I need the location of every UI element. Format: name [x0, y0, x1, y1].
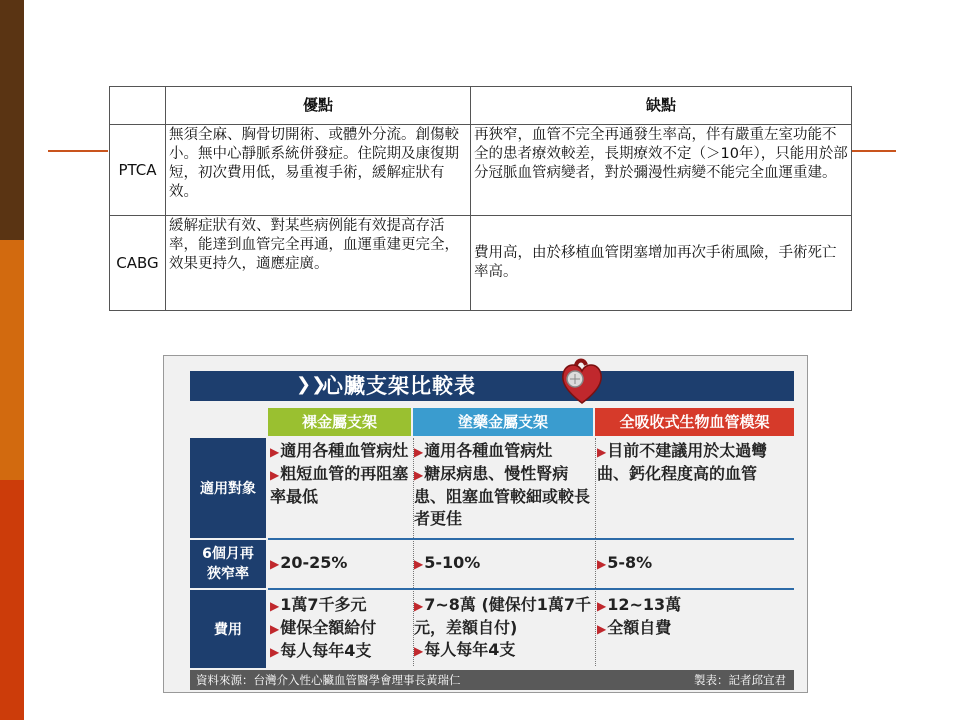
- cell-indication-bioresorbable: [597, 440, 797, 485]
- bullet-icon: ▶: [270, 622, 280, 636]
- bullet-icon: ▶: [597, 622, 607, 636]
- list-item: ▶7~8萬 (健保付1萬7千元，差額自付): [414, 595, 592, 637]
- figure-title: 心臟支架比較表: [322, 374, 476, 398]
- ptca-pros: 無須全麻、胸骨切開術、或體外分流。創傷較小。無中心靜脈系統併發症。住院期及康復期短，初次費用低，易重複手術，緩解症狀有效。: [166, 125, 471, 216]
- cell-cost-drug-eluting: [414, 594, 594, 662]
- source-footer: [190, 670, 794, 690]
- bullet-icon: ▶: [414, 644, 424, 658]
- ptca-cons: 再狹窄，血管不完全再通發生率高，伴有嚴重左室功能不全的患者療效較差，長期療效不定（＞10年），只能用於部分冠脈血管病變者，對於彌漫性病變不能完全血運重建。: [471, 125, 852, 216]
- table-header-row: [110, 87, 852, 125]
- bullet-icon: ▶: [414, 599, 424, 613]
- bullet-icon: ▶: [414, 468, 424, 482]
- bullet-icon: ▶: [597, 557, 607, 571]
- ptca-cabg-comparison-table: [109, 86, 852, 311]
- accent-bar-bottom: [0, 480, 24, 720]
- column-header-bioresorbable: 全吸收式生物血管模架: [595, 408, 794, 436]
- bullet-icon: ▶: [270, 557, 280, 571]
- list-item: ▶糖尿病患、慢性腎病患、阻塞血管較細或較長者更佳: [414, 464, 591, 528]
- credit-text: 製表：記者邱宜君: [694, 673, 786, 687]
- table-row: [110, 125, 852, 216]
- cell-restenosis-bioresorbable: [597, 552, 797, 575]
- list-item: ▶適用各種血管病灶: [270, 441, 409, 460]
- list-item: ▶粗短血管的再阻塞率最低: [270, 464, 409, 506]
- list-item: ▶目前不建議用於太過彎曲、鈣化程度高的血管: [597, 441, 768, 483]
- bullet-icon: ▶: [270, 599, 280, 613]
- column-divider: [595, 438, 596, 666]
- table-row: [110, 216, 852, 311]
- cabg-pros: 緩解症狀有效、對某些病例能有效提高存活率，能達到血管完全再通，血運重建更完全，效果更持久，適應症廣。: [166, 216, 471, 311]
- bullet-icon: ▶: [414, 557, 424, 571]
- list-item: ▶5-10%: [414, 553, 481, 572]
- cabg-cons: 費用高，由於移植血管閉塞增加再次手術風險，手術死亡率高。: [471, 216, 852, 311]
- figure-title-banner: [190, 371, 794, 401]
- title-rule-right: [852, 150, 896, 152]
- cell-cost-bare-metal: [270, 594, 413, 663]
- row-divider: [268, 538, 794, 540]
- list-item: ▶12~13萬: [597, 595, 682, 614]
- column-header-drug-eluting: 塗藥金屬支架: [413, 408, 593, 436]
- accent-bar-top: [0, 0, 24, 240]
- column-header-bare-metal: 裸金屬支架: [268, 408, 411, 436]
- row-label-ptca: PTCA: [110, 125, 166, 216]
- row-divider: [268, 588, 794, 590]
- cell-restenosis-bare-metal: [270, 552, 413, 575]
- list-item: ▶每人每年4支: [414, 640, 516, 659]
- bullet-icon: ▶: [270, 445, 280, 459]
- source-text: 資料來源：台灣介入性心臟血管醫學會理事長黃瑞仁: [196, 673, 461, 687]
- list-item: ▶適用各種血管病灶: [414, 441, 553, 460]
- bullet-icon: ▶: [270, 468, 280, 482]
- list-item: ▶全額自費: [597, 618, 672, 637]
- header-pros: 優點: [166, 87, 471, 125]
- stent-comparison-figure: [163, 355, 808, 693]
- bullet-icon: ▶: [414, 445, 424, 459]
- row-label-cabg: CABG: [110, 216, 166, 311]
- list-item: ▶健保全額給付: [270, 618, 377, 637]
- bullet-icon: ▶: [597, 445, 607, 459]
- cell-indication-bare-metal: [270, 440, 413, 508]
- row-label-restenosis: 6個月再狹窄率: [190, 540, 266, 588]
- bullet-icon: ▶: [597, 599, 607, 613]
- list-item: ▶20-25%: [270, 553, 348, 572]
- heart-stent-icon: [556, 357, 608, 409]
- accent-bar-middle: [0, 240, 24, 480]
- cell-restenosis-drug-eluting: [414, 552, 594, 575]
- cell-indication-drug-eluting: [414, 440, 594, 530]
- row-label-indication: 適用對象: [190, 438, 266, 538]
- row-label-cost: 費用: [190, 590, 266, 668]
- title-rule-left: [48, 150, 108, 152]
- header-cons: 缺點: [471, 87, 852, 125]
- cell-cost-bioresorbable: [597, 594, 797, 640]
- list-item: ▶每人每年4支: [270, 641, 372, 660]
- double-chevron-icon: ❯❯: [296, 374, 327, 395]
- header-empty: [110, 87, 166, 125]
- bullet-icon: ▶: [270, 645, 280, 659]
- list-item: ▶5-8%: [597, 553, 653, 572]
- list-item: ▶1萬7千多元: [270, 595, 367, 614]
